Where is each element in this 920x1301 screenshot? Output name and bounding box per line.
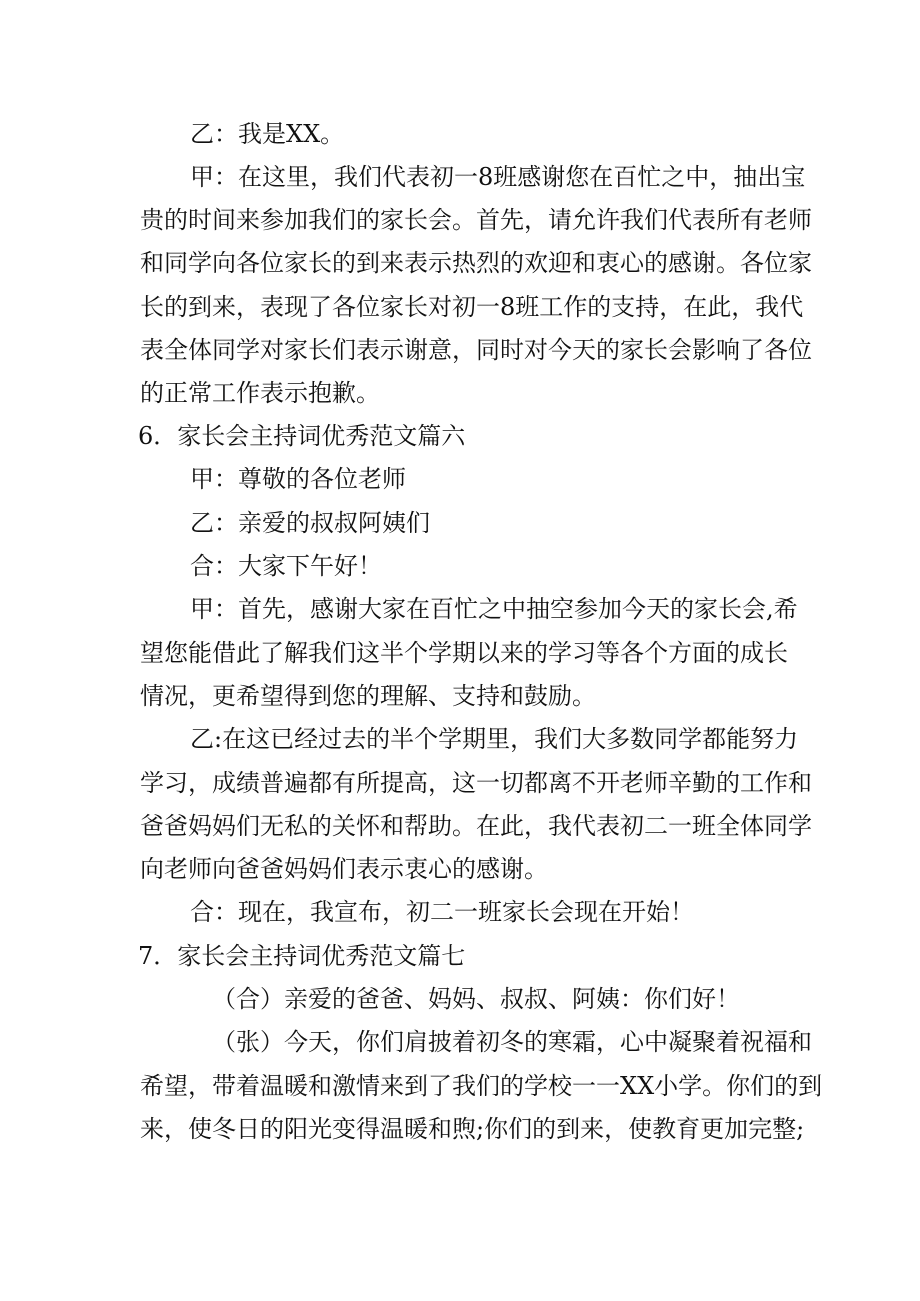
paragraph-line: 表全体同学对家长们表示谢意，同时对今天的家长会影响了各位 [140,336,812,364]
paragraph-line: 长的到来，表现了各位家长对初一8班工作的支持，在此，我代 [140,293,804,321]
paragraph-line: 乙：亲爱的叔叔阿姨们 [190,509,430,537]
paragraph-line: 来，使冬日的阳光变得温暖和煦;你们的到来，使教育更加完整; [140,1115,805,1143]
paragraph-line: 贵的时间来参加我们的家长会。首先，请允许我们代表所有老师 [140,206,812,234]
paragraph-line: （张）今天，你们肩披着初冬的寒霜，心中凝聚着祝福和 [212,1028,812,1056]
paragraph-line: 学习，成绩普遍都有所提高，这一切都离不开老师辛勤的工作和 [140,769,812,797]
paragraph-line: 甲：首先，感谢大家在百忙之中抽空参加今天的家长会,希 [190,595,798,623]
paragraph-line: 合：现在，我宣布，初二一班家长会现在开始！ [190,898,694,926]
paragraph-line: 情况，更希望得到您的理解、支持和鼓励。 [140,682,596,710]
paragraph-line: 爸爸妈妈们无私的关怀和帮助。在此，我代表初二一班全体同学 [140,812,812,840]
paragraph-line: 合：大家下午好！ [190,552,382,580]
paragraph-line: 甲：在这里，我们代表初一8班感谢您在百忙之中，抽出宝 [190,163,806,191]
section-heading: 6．家长会主持词优秀范文篇六 [138,422,466,450]
paragraph-line: 希望，带着温暖和激情来到了我们的学校一一XX小学。你们的到 [140,1072,823,1100]
paragraph-line: 和同学向各位家长的到来表示热烈的欢迎和衷心的感谢。各位家 [140,249,812,277]
paragraph-line: 向老师向爸爸妈妈们表示衷心的感谢。 [140,855,548,883]
section-heading: 7．家长会主持词优秀范文篇七 [138,942,466,970]
paragraph-line: 乙：我是XX。 [190,120,345,148]
paragraph-line: 甲：尊敬的各位老师 [190,465,406,493]
paragraph-line: （合）亲爱的爸爸、妈妈、叔叔、阿姨：你们好！ [212,985,740,1013]
paragraph-line: 望您能借此了解我们这半个学期以来的学习等各个方面的成长 [140,639,788,667]
paragraph-line: 乙:在这已经过去的半个学期里，我们大多数同学都能努力 [190,725,799,753]
paragraph-line: 的正常工作表示抱歉。 [140,379,380,407]
